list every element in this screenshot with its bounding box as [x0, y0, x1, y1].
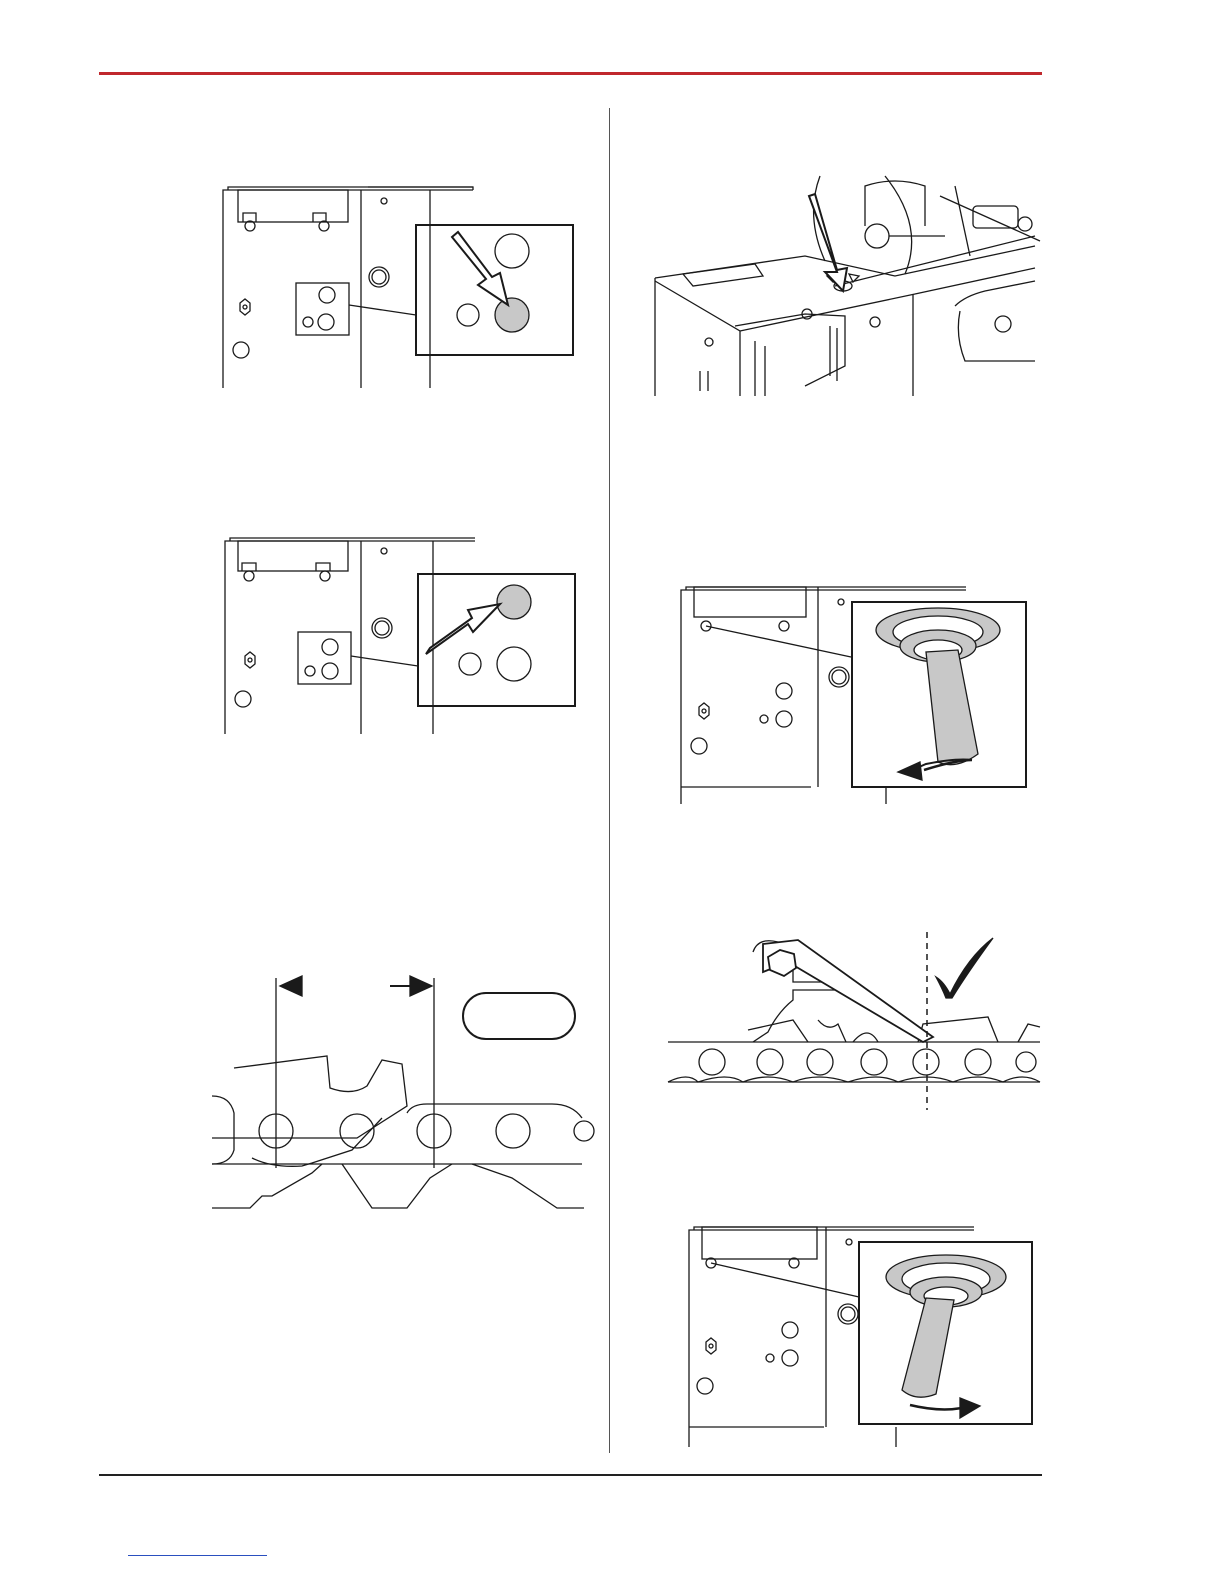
fig-chain-pitch — [212, 968, 592, 1218]
fig-knob-counterclockwise — [676, 582, 1031, 807]
column-divider — [609, 108, 610, 1453]
footer-rule — [99, 1474, 1042, 1476]
fig-hole-select-a — [218, 185, 578, 390]
header-rule — [99, 72, 1042, 75]
fig-knob-clockwise — [684, 1222, 1039, 1450]
footer-link-underline[interactable] — [128, 1555, 267, 1556]
fig-chain-alignment — [668, 932, 1043, 1112]
fig-wing-nut — [655, 176, 1040, 398]
fig-hole-select-b — [220, 536, 580, 736]
